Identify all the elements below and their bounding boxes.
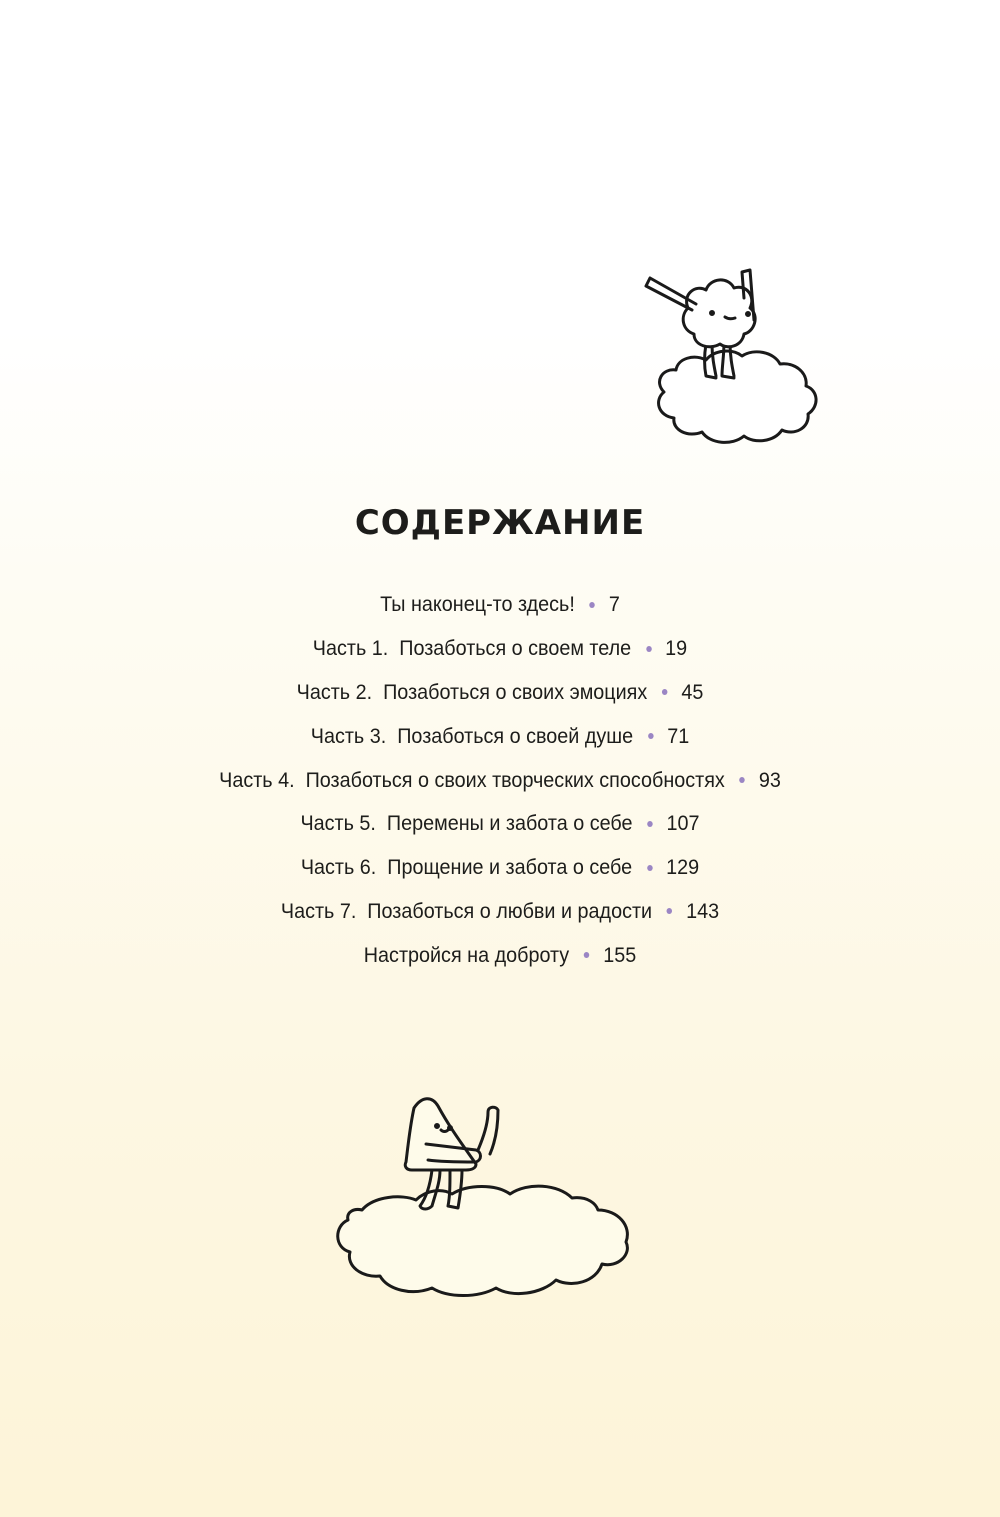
toc-entry-page: 71 <box>667 723 690 748</box>
toc-entry-label: Часть 1. Позаботься о своем теле <box>312 636 632 661</box>
toc-entry[interactable] <box>40 933 960 977</box>
toc-entry-label: Настройся на доброту <box>363 942 570 967</box>
bullet-dot-icon <box>584 952 590 958</box>
bullet-dot-icon <box>740 777 746 783</box>
toc-entry-page: 93 <box>758 767 781 792</box>
toc-entry-page: 155 <box>603 942 637 967</box>
triangle-character-icon <box>332 1092 632 1307</box>
toc-entry[interactable] <box>40 846 960 890</box>
bullet-dot-icon <box>647 865 653 871</box>
bullet-dot-icon <box>590 602 596 608</box>
page-title: СОДЕРЖАНИЕ <box>354 503 646 543</box>
toc-entry-label: Часть 6. Прощение и забота о себе <box>300 855 633 880</box>
toc-entry-page: 7 <box>608 592 620 617</box>
toc-entry-page: 143 <box>686 898 720 923</box>
toc-entry[interactable] <box>40 714 960 758</box>
top-illustration <box>636 268 826 448</box>
bullet-dot-icon <box>646 646 652 652</box>
toc-entry-label: Часть 3. Позаботься о своей душе <box>310 723 634 748</box>
toc-entry-label: Часть 5. Перемены и забота о себе <box>300 811 633 836</box>
toc-entry-page: 107 <box>666 811 700 836</box>
bullet-dot-icon <box>662 689 668 695</box>
toc-entry-page: 19 <box>665 636 688 661</box>
toc-entry[interactable] <box>40 671 960 715</box>
table-of-contents <box>0 583 1000 977</box>
toc-entry[interactable] <box>40 758 960 802</box>
toc-entry[interactable] <box>40 627 960 671</box>
bullet-dot-icon <box>667 908 673 914</box>
toc-entry[interactable] <box>40 890 960 934</box>
toc-entry-label: Ты наконец-то здесь! <box>380 592 575 617</box>
bullet-dot-icon <box>647 821 653 827</box>
toc-entry-page: 45 <box>681 679 704 704</box>
toc-entry-label: Часть 4. Позаботься о своих творческих способностях <box>219 767 725 792</box>
toc-entry[interactable] <box>40 583 960 627</box>
cloud-character-icon <box>636 268 826 448</box>
toc-entry-label: Часть 2. Позаботься о своих эмоциях <box>296 679 648 704</box>
toc-entry-label: Часть 7. Позаботься о любви и радости <box>280 898 653 923</box>
bottom-illustration <box>332 1092 632 1307</box>
bullet-dot-icon <box>648 733 654 739</box>
toc-entry-page: 129 <box>666 855 700 880</box>
toc-entry[interactable] <box>40 802 960 846</box>
